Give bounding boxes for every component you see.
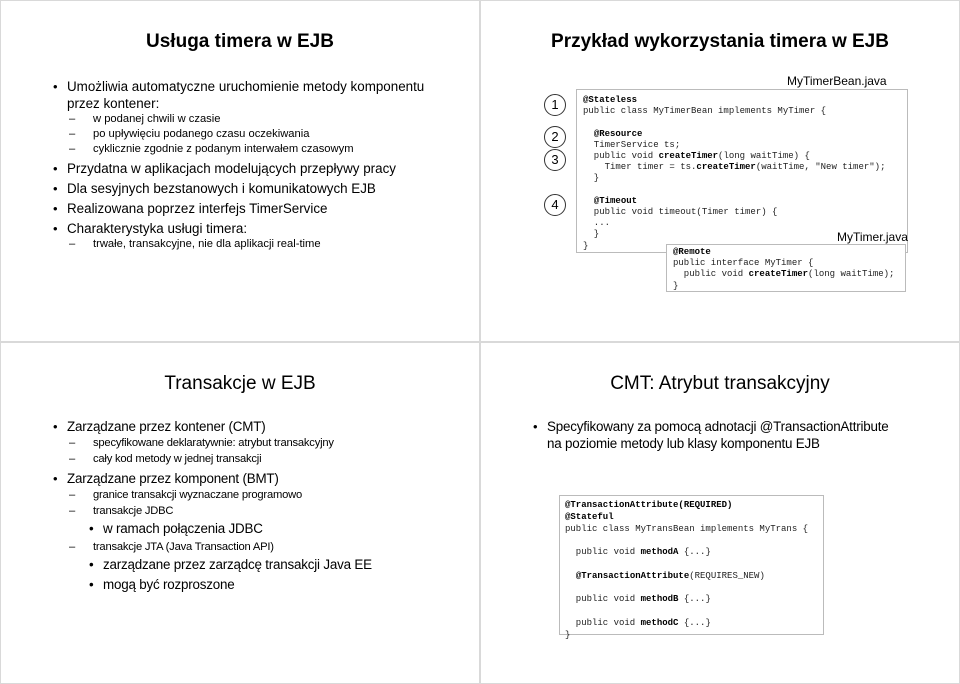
slide-title: Przykład wykorzystania timera w EJB: [551, 31, 889, 52]
filename-label: MyTimerBean.java: [787, 74, 887, 88]
code-line: }: [583, 229, 600, 240]
sub-bullet-item: – w podanej chwili w czasie: [69, 112, 453, 127]
sub-bullet-item: – specyfikowane deklaratywnie: atrybut transakcyjny: [69, 435, 453, 451]
code-line: public void methodA {...}: [565, 547, 711, 558]
code-line: @Stateless: [583, 95, 638, 105]
slide-timer-service: [0, 0, 480, 342]
marker-4: 4: [544, 194, 566, 216]
sub-sub-bullet-item: • zarządzane przez zarządcę transakcji Java EE: [89, 555, 453, 575]
code-line: public void createTimer(long waitTime);: [673, 269, 895, 280]
code-line: @Timeout: [593, 195, 638, 206]
filename-label: MyTimer.java: [837, 230, 908, 244]
slide-title: CMT: Atrybut transakcyjny: [610, 373, 830, 394]
sub-bullet-item: – po upływięciu podanego czasu oczekiwania: [69, 127, 453, 142]
bullet-item: • Zarządzane przez komponent (BMT): [53, 470, 453, 487]
slide-cmt-attribute: [480, 342, 960, 684]
slide-timer-example: [480, 0, 960, 342]
bullet-item: • Realizowana poprzez interfejs TimerService: [53, 200, 453, 217]
bullet-list: [53, 75, 453, 252]
code-trans-bean: [565, 500, 808, 642]
sub-bullet-item: – transakcje JDBC: [69, 503, 453, 519]
code-line: public void createTimer(long waitTime) {: [583, 151, 810, 162]
sub-bullet-item: – cyklicznie zgodnie z podanym interwałem czasowym: [69, 142, 453, 157]
bullet-item: • Charakterystyka usługi timera:: [53, 220, 453, 237]
code-line: ...: [583, 218, 611, 229]
code-line: @TransactionAttribute(REQUIRES_NEW): [575, 570, 765, 581]
code-line: @Resource: [593, 128, 643, 139]
sub-bullet-item: – cały kod metody w jednej transakcji: [69, 451, 453, 467]
code-line: TimerService ts;: [583, 139, 681, 150]
bullet-list: [533, 415, 893, 452]
code-line: public void methodC {...}: [565, 617, 711, 628]
sub-bullet-item: – granice transakcji wyznaczane programowo: [69, 487, 453, 503]
bullet-item: • Dla sesyjnych bezstanowych i komunikatowych EJB: [53, 180, 453, 197]
code-line: public void timeout(Timer timer) {: [583, 207, 778, 218]
code-line: public class MyTransBean implements MyTrans {: [565, 523, 809, 534]
code-line: }: [673, 280, 679, 291]
code-interface: [673, 247, 894, 292]
code-line: }: [583, 240, 589, 251]
code-line: public class MyTimerBean implements MyTimer {: [583, 106, 827, 117]
marker-1: 1: [544, 94, 566, 116]
bullet-item: • Specyfikowany za pomocą adnotacji @TransactionAttribute na poziomie metody lub klasy komponentu EJB: [533, 418, 893, 452]
code-line: @TransactionAttribute(REQUIRED): [565, 500, 733, 510]
code-line: @Stateful: [565, 511, 614, 522]
sub-sub-bullet-item: • w ramach połączenia JDBC: [89, 519, 453, 539]
slide-title: Transakcje w EJB: [164, 373, 316, 394]
bullet-item: • Przydatna w aplikacjach modelujących przepływy pracy: [53, 160, 453, 177]
bullet-item: • Umożliwia automatyczne uruchomienie metody komponentu przez kontener:: [53, 78, 453, 112]
sub-bullet-item: – trwałe, transakcyjne, nie dla aplikacji real-time: [69, 237, 453, 252]
sub-sub-bullet-item: • mogą być rozproszone: [89, 575, 453, 595]
bullet-list: [53, 415, 453, 595]
code-line: public void methodB {...}: [565, 594, 711, 605]
marker-3: 3: [544, 149, 566, 171]
sub-bullet-item: – transakcje JTA (Java Transaction API): [69, 539, 453, 555]
slide-title: Usługa timera w EJB: [146, 31, 334, 52]
bullet-item: • Zarządzane przez kontener (CMT): [53, 418, 453, 435]
code-line: @Remote: [673, 247, 711, 257]
code-line: }: [583, 173, 600, 184]
code-line: public interface MyTimer {: [673, 258, 814, 269]
code-bean: [583, 95, 885, 252]
slide-transactions: [0, 342, 480, 684]
marker-2: 2: [544, 126, 566, 148]
code-line: Timer timer = ts.createTimer(waitTime, "New timer");: [583, 162, 886, 173]
code-line: }: [565, 629, 571, 640]
